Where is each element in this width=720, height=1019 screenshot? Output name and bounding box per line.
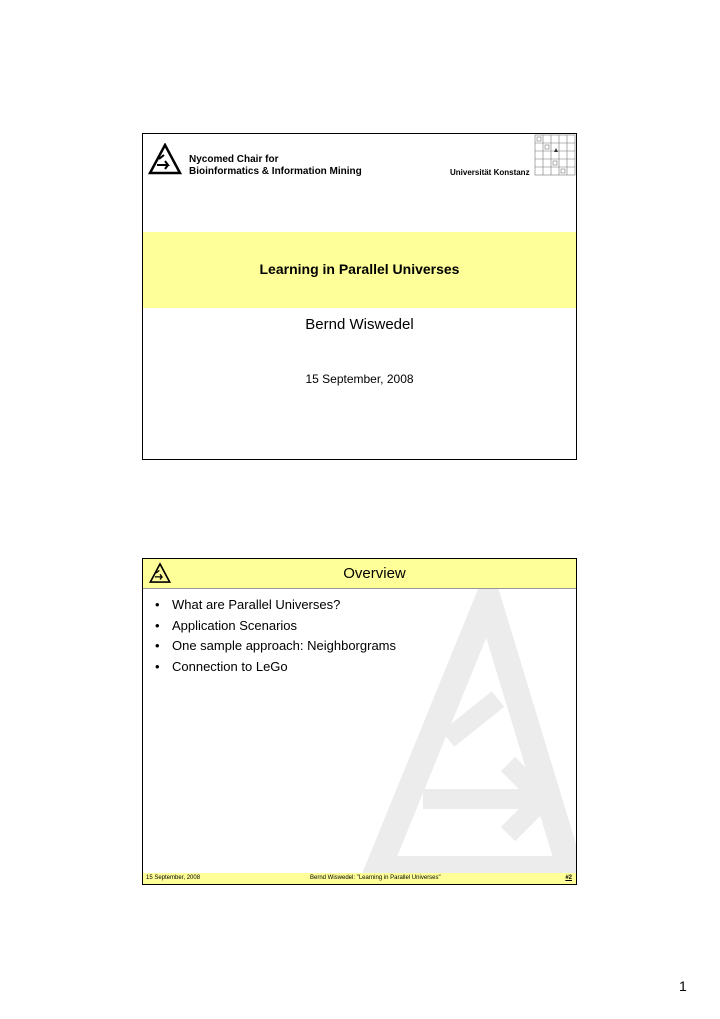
university-name: Universität Konstanz — [450, 168, 530, 177]
author-name: Bernd Wiswedel — [305, 316, 414, 333]
list-item: • What are Parallel Universes? — [155, 597, 341, 612]
slide-title: Overview — [343, 565, 406, 582]
slide-header — [143, 559, 576, 589]
list-item: • One sample approach: Neighborgrams — [155, 638, 397, 653]
title-slide — [142, 133, 577, 460]
slide-title: Learning in Parallel Universes — [259, 261, 460, 277]
bullet-text: What are Parallel Universes? — [172, 597, 341, 612]
bullet-list — [155, 597, 396, 679]
overview-slide — [142, 558, 577, 885]
footer-title: Bernd Wiswedel: "Learning in Parallel Universes" — [310, 875, 441, 881]
page-number: 1 — [679, 978, 687, 994]
chair-name — [189, 154, 362, 178]
bullet-text: Application Scenarios — [172, 617, 298, 633]
bullet-text: Connection to LeGo — [172, 658, 288, 674]
chair-line-1: Nycomed Chair for — [189, 154, 279, 165]
slide-footer — [143, 873, 576, 884]
slide-number: #2 — [565, 875, 572, 881]
list-item: • Connection to LeGo — [155, 658, 288, 674]
footer-date: 15 September, 2008 — [146, 875, 201, 881]
title-band — [143, 232, 576, 308]
chair-line-2: Bioinformatics & Information Mining — [189, 166, 362, 177]
university-grid-logo-icon — [534, 134, 576, 176]
list-item: • Application Scenarios — [155, 617, 298, 633]
bullet-text: One sample approach: Neighborgrams — [172, 638, 397, 653]
presentation-date: 15 September, 2008 — [305, 372, 414, 386]
institute-logo-icon — [148, 143, 182, 175]
